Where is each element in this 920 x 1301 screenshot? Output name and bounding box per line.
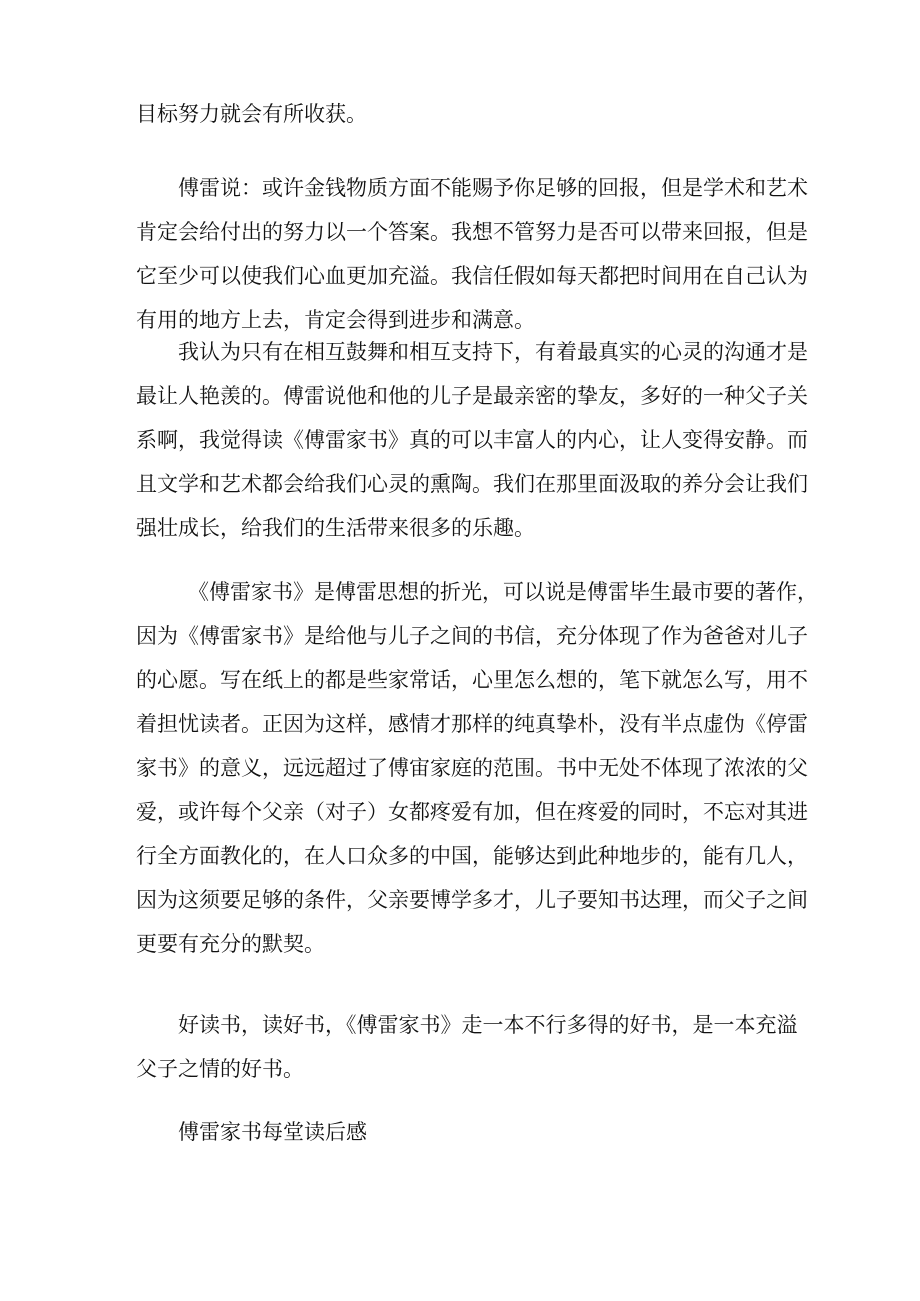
text-line: 我认为只有在相互鼓舞和相互支持下，有着最真实的心灵的沟通才是 [178, 340, 808, 364]
text-line: 傅雷说：或许金钱物质方面不能赐予你足够的回报，但是学术和艺术 [178, 176, 808, 200]
text-line: 有用的地方上去，肯定会得到进步和满意。 [136, 308, 535, 332]
text-line: 它至少可以使我们心血更加充溢。我信任假如每天都把时间用在自己认为 [136, 264, 808, 288]
text-line: 且文学和艺术都会给我们心灵的熏陶。我们在那里面汲取的养分会让我们 [136, 472, 808, 496]
paragraph-3 [136, 330, 808, 550]
text-line: 目标努力就会有所收获。 [136, 102, 367, 126]
text-line: 家书》的意义，远远超过了傅宙家庭的范围。书中无处不体现了浓浓的父 [136, 756, 808, 780]
paragraph-2 [136, 166, 808, 342]
text-line: 因为这须要足够的条件，父亲要博学多才，儿子要知书达理，而父子之间 [136, 888, 808, 912]
text-line: 父子之情的好书。 [136, 1057, 304, 1081]
text-line: 《傅雷家书》是傅雷思想的折光，可以说是傅雷毕生最市要的著作， [188, 580, 818, 604]
text-line: 更要有充分的默契。 [136, 932, 325, 956]
text-line: 爱，或许每个父亲（对子）女都疼爱有加，但在疼爱的同时，不忘对其进 [136, 800, 808, 824]
text-line: 最让人艳羡的。傅雷说他和他的儿子是最亲密的挚友，多好的一种父子关 [136, 384, 808, 408]
text-line: 着担忧读者。正因为这样，感情才那样的纯真挚朴，没有半点虚伪《停雷 [136, 712, 808, 736]
text-line: 系啊，我觉得读《傅雷家书》真的可以丰富人的内心，让人变得安静。而 [136, 428, 808, 452]
text-line: 肯定会给付出的努力以一个答案。我想不管努力是否可以带来回报，但是 [136, 220, 808, 244]
text-line: 因为《傅雷家书》是给他与儿子之间的书信，充分体现了作为爸爸对儿子 [136, 624, 808, 648]
paragraph-6 [136, 1110, 786, 1154]
text-line: 的心愿。写在纸上的都是些家常话，心里怎么想的，笔下就怎么写，用不 [136, 668, 808, 692]
text-line: 好读书，读好书，《傅雷家书》走一本不行多得的好书，是一本充溢 [178, 1013, 798, 1037]
text-line: 傅雷家书每堂读后感 [178, 1120, 367, 1144]
text-line: 强壮成长，给我们的生活带来很多的乐趣。 [136, 516, 535, 540]
paragraph-5 [136, 1003, 798, 1091]
paragraph-4 [136, 570, 818, 966]
paragraph-1 [136, 92, 786, 136]
text-line: 行全方面教化的，在人口众多的中国，能够达到此种地步的，能有几人， [136, 844, 808, 868]
